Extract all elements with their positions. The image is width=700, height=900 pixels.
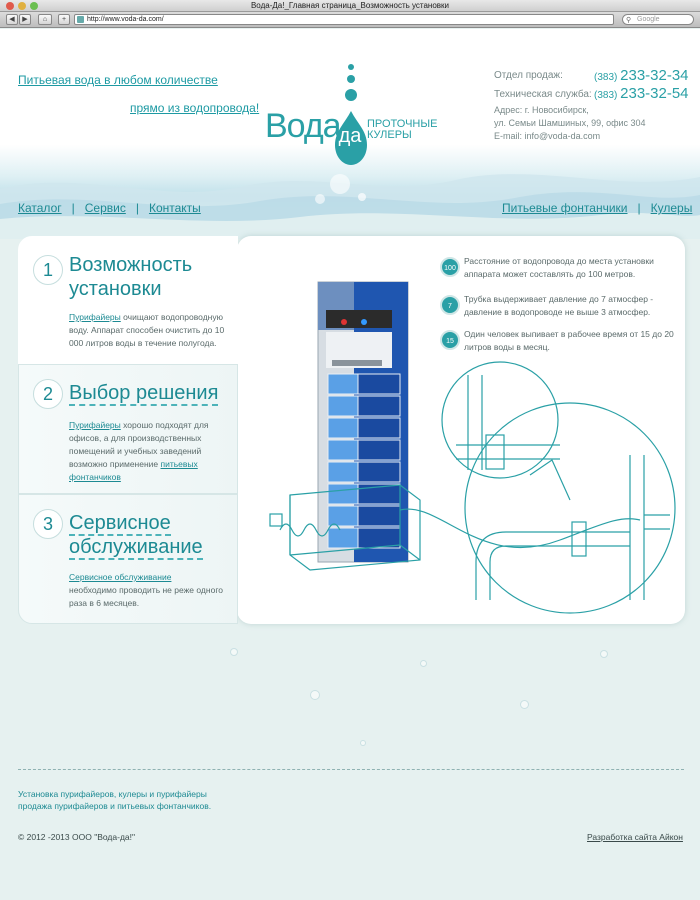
steps-list [18, 236, 238, 624]
email: E-mail: info@voda-da.com [494, 131, 601, 141]
service-link[interactable]: Сервисное обслуживание [69, 572, 172, 582]
secondary-nav [502, 201, 692, 215]
sales-label: Отдел продаж: [494, 70, 563, 81]
step-number: 3 [33, 509, 63, 539]
step-title-line-2: обслуживание [69, 536, 203, 558]
fountains-link[interactable]: питьевых фонтанчиков [69, 459, 198, 482]
distance-icon: 100 m [440, 257, 460, 277]
tech-phone [594, 85, 689, 102]
footer-line-2: продажа пурифайеров и питьевых фонтанчиков. [18, 801, 212, 811]
logo-subtitle-2: КУЛЕРЫ [367, 129, 412, 141]
window-titlebar [0, 0, 700, 12]
step-title-line-1: Выбор решения [69, 382, 219, 404]
back-button[interactable]: ◀ [6, 14, 18, 25]
sales-number: 233-32-34 [620, 67, 689, 84]
search-input[interactable] [622, 14, 694, 25]
step-number: 2 [33, 379, 63, 409]
main-nav [18, 201, 201, 215]
bubble-decoration [520, 700, 529, 709]
nav-item-contacts[interactable]: Контакты [148, 201, 201, 215]
copyright: © 2012 -2013 ООО "Вода-да!" [18, 832, 136, 842]
footer-divider [18, 769, 684, 770]
site-logo[interactable] [265, 59, 445, 169]
tech-label: Техническая служба: [494, 89, 592, 100]
fact-text: Трубка выдерживает давление до 7 атмосфер - давление в водопроводе не выше 3 атмосфер. [464, 294, 654, 317]
step-text [69, 311, 229, 350]
url-text: http://www.voda-da.com/ [87, 16, 164, 23]
step-text-body: очищают водопроводную воду. Аппарат способен очистить до 10 000 литров воды в течение полугода. [69, 312, 225, 348]
forward-button[interactable]: ▶ [19, 14, 31, 25]
cooler-installation-illustration [260, 270, 680, 615]
logo-subtitle [367, 119, 437, 141]
sales-code: (383) [594, 72, 618, 83]
step-title-line-1: Сервисное [69, 512, 171, 534]
step-title[interactable] [69, 511, 203, 559]
bubble-decoration [310, 690, 320, 700]
step-title [69, 253, 192, 301]
logo-subtitle-1: ПРОТОЧНЫЕ [367, 118, 438, 130]
bubble-decoration [420, 660, 427, 667]
step-text-body: хорошо подходят для офисов, а для производственных помещений и учебных заведений возможно применение [69, 420, 209, 469]
step-text-body: необходимо проводить не реже одного раза в 6 месяцев. [69, 585, 223, 608]
window-title: Вода-Да!_Главная страница_Возможность установки [250, 1, 450, 10]
step-item-2[interactable] [18, 364, 238, 494]
tagline-link-2[interactable]: прямо из водопровода! [130, 101, 260, 115]
url-input[interactable] [74, 14, 614, 25]
developer-link[interactable]: Разработка сайта Айкон [587, 832, 683, 842]
browser-toolbar [0, 12, 700, 28]
tech-number: 233-32-54 [620, 85, 689, 102]
tagline-link-1[interactable]: Питьевая вода в любом количестве [18, 73, 218, 87]
step-title-line-1: Возможность [69, 254, 193, 276]
step-text [69, 419, 229, 484]
purifiers-link[interactable]: Пурифайеры [69, 420, 121, 430]
nav-item-coolers[interactable]: Кулеры [650, 201, 693, 215]
pressure-gauge-icon: 7 [440, 295, 460, 315]
search-icon: ⚲ [626, 17, 632, 24]
step-number: 1 [33, 255, 63, 285]
fact-text: Один человек выпивает в рабочее время от 15 до 20 литров воды в месяц. [464, 329, 674, 352]
step-item-1[interactable] [18, 236, 238, 364]
footer-line-1: Установка пурифайеров, кулеры и пурифайеры [18, 789, 207, 799]
nav-separator: | [637, 201, 641, 215]
add-tab-button[interactable]: + [58, 14, 70, 25]
step-title-line-2: установки [69, 278, 162, 300]
sales-phone [594, 67, 689, 84]
step-text [69, 571, 229, 610]
step-title[interactable] [69, 381, 218, 405]
address-line-2: ул. Семьи Шамшиных, 99, офис 304 [494, 118, 646, 128]
nav-item-service[interactable]: Сервис [84, 201, 126, 215]
tech-code: (383) [594, 90, 618, 101]
calendar-icon: 15 [440, 330, 460, 350]
nav-item-fountains[interactable]: Питьевые фонтанчики [502, 201, 628, 215]
logo-da-text: да [338, 125, 362, 147]
nav-item-catalog[interactable]: Каталог [18, 201, 62, 215]
search-placeholder: Google [637, 16, 660, 23]
home-icon[interactable]: ⌂ [38, 14, 52, 25]
fact-text: Расстояние от водопровода до места установки аппарата может составлять до 100 метров. [464, 256, 654, 279]
bubble-decoration [360, 740, 366, 746]
address-line-1: Адрес: г. Новосибирск, [494, 105, 589, 115]
favicon-icon [77, 16, 84, 23]
footer-description [18, 788, 211, 812]
step-item-3[interactable] [18, 494, 238, 624]
nav-separator: | [71, 201, 75, 215]
nav-separator: | [135, 201, 139, 215]
logo-text: Вода [265, 107, 341, 145]
bubble-decoration [230, 648, 238, 656]
purifiers-link[interactable]: Пурифайеры [69, 312, 121, 322]
bubble-decoration [600, 650, 608, 658]
